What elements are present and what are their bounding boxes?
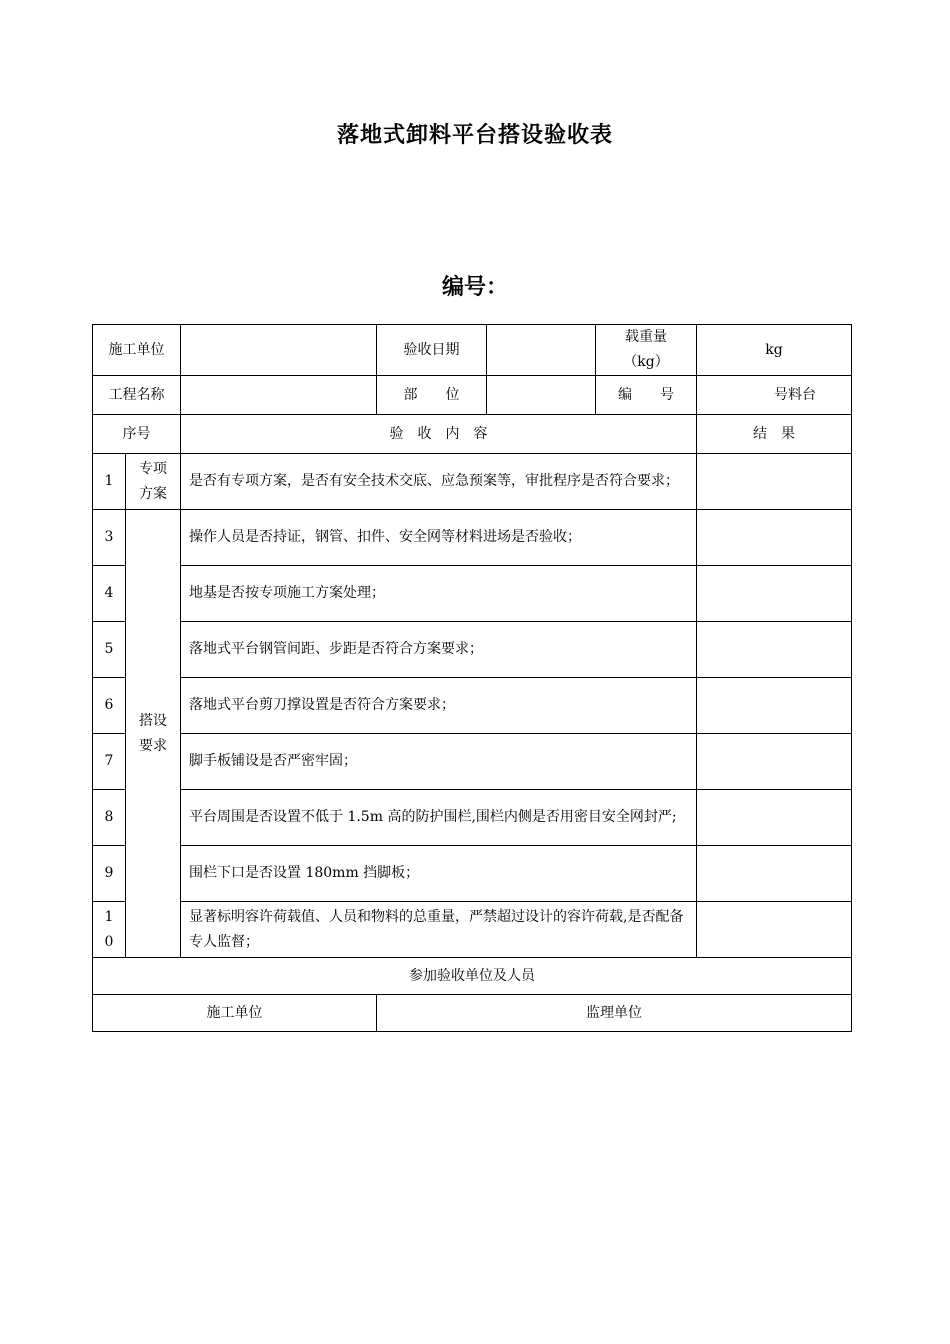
row-number: 1: [93, 454, 126, 510]
row-number-line: 0: [104, 933, 114, 950]
supervision-unit-signature: 监理单位: [377, 995, 852, 1032]
document-title: 落地式卸料平台搭设验收表: [336, 123, 613, 148]
accept-date-label: 验收日期: [377, 325, 487, 376]
signature-row: [93, 995, 852, 1032]
content-column-header: 验 收 内 容: [181, 415, 697, 454]
table-row: [93, 902, 852, 958]
row-number: 8: [93, 790, 126, 846]
table-row: [93, 846, 852, 902]
table-row: [93, 454, 852, 510]
table-row: [93, 734, 852, 790]
category-erection: [126, 510, 181, 958]
load-capacity-label-line1: 载重量: [625, 329, 667, 345]
construction-unit-label: 施工单位: [93, 325, 181, 376]
category-line: 方案: [139, 485, 167, 502]
accept-date-field[interactable]: [487, 325, 596, 376]
part-field[interactable]: [487, 376, 596, 415]
row-number: 5: [93, 622, 126, 678]
row-result-field[interactable]: [697, 566, 852, 622]
row-content: 脚手板铺设是否严密牢固；: [181, 734, 697, 790]
row-content: 显著标明容许荷载值、人员和物料的总重量，严禁超过设计的容许荷载,是否配备专人监督；: [181, 902, 697, 958]
document-number-label: 编号：: [441, 275, 508, 300]
row-number: 9: [93, 846, 126, 902]
row-result-field[interactable]: [697, 902, 852, 958]
row-result-field[interactable]: [697, 454, 852, 510]
code-label: 编 号: [596, 376, 697, 415]
row-content: 落地式平台剪刀撑设置是否符合方案要求；: [181, 678, 697, 734]
row-content: 围栏下口是否设置 180mm 挡脚板；: [181, 846, 697, 902]
row-content: 地基是否按专项施工方案处理；: [181, 566, 697, 622]
row-content: 是否有专项方案，是否有安全技术交底、应急预案等，审批程序是否符合要求；: [181, 454, 697, 510]
project-name-field[interactable]: [181, 376, 377, 415]
participants-header-row: [93, 958, 852, 995]
participants-label: 参加验收单位及人员: [93, 958, 852, 995]
construction-unit-field[interactable]: [181, 325, 377, 376]
category-line: 要求: [139, 737, 167, 754]
part-label: 部 位: [377, 376, 487, 415]
row-result-field[interactable]: [697, 678, 852, 734]
acceptance-form-table: [92, 324, 852, 1032]
row-number: 4: [93, 566, 126, 622]
column-header-row: [93, 415, 852, 454]
seq-column-header: 序号: [93, 415, 181, 454]
load-capacity-label: [596, 325, 697, 376]
header-row-1: [93, 325, 852, 376]
code-field[interactable]: 号料台: [697, 376, 852, 415]
header-row-2: [93, 376, 852, 415]
category-line: 专项: [139, 460, 167, 477]
load-capacity-label-line2: （kg）: [623, 354, 669, 370]
row-result-field[interactable]: [697, 622, 852, 678]
table-row: [93, 510, 852, 566]
category-special-plan: [126, 454, 181, 510]
table-row: [93, 790, 852, 846]
row-content: 操作人员是否持证，钢管、扣件、安全网等材料进场是否验收；: [181, 510, 697, 566]
row-result-field[interactable]: [697, 846, 852, 902]
row-content: 落地式平台钢管间距、步距是否符合方案要求；: [181, 622, 697, 678]
load-capacity-field[interactable]: kg: [697, 325, 852, 376]
project-name-label: 工程名称: [93, 376, 181, 415]
category-line: 搭设: [139, 712, 167, 729]
result-column-header: 结 果: [697, 415, 852, 454]
construction-unit-signature: 施工单位: [93, 995, 377, 1032]
row-content: 平台周围是否设置不低于 1.5m 高的防护围栏,围栏内侧是否用密目安全网封严;: [181, 790, 697, 846]
row-result-field[interactable]: [697, 790, 852, 846]
row-result-field[interactable]: [697, 510, 852, 566]
table-row: [93, 566, 852, 622]
table-row: [93, 622, 852, 678]
table-row: [93, 678, 852, 734]
row-number: [93, 902, 126, 958]
row-number: 7: [93, 734, 126, 790]
row-number: 3: [93, 510, 126, 566]
row-number-line: 1: [104, 908, 114, 925]
row-number: 6: [93, 678, 126, 734]
row-result-field[interactable]: [697, 734, 852, 790]
